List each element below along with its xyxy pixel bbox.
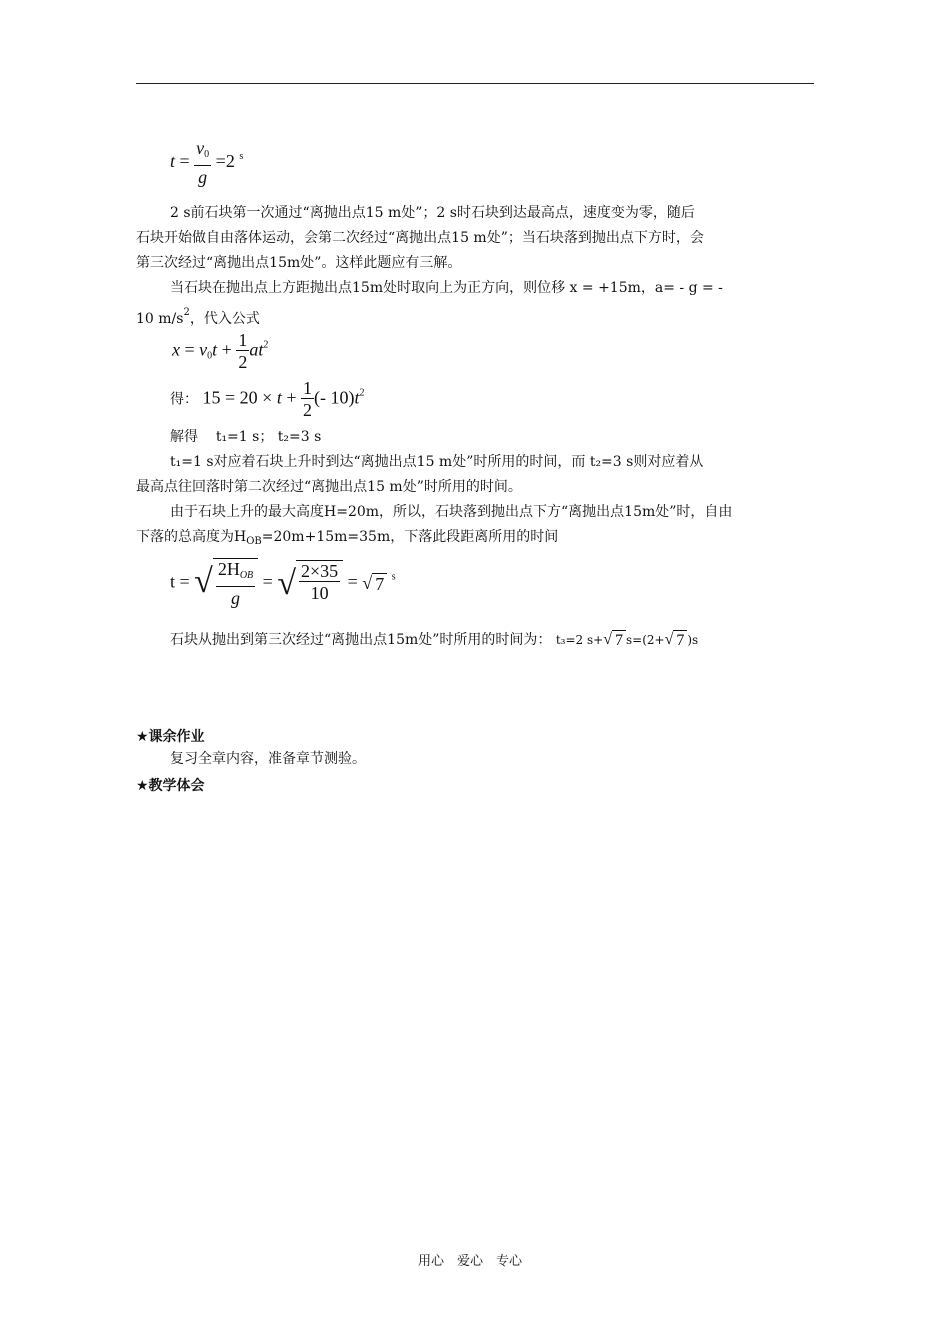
paragraph-line: 由于石块上升的最大高度H=20m，所以，石块落到抛出点下方“离抛出点15m处”时，自由 [170, 504, 733, 520]
paragraph-line: 石块开始做自由落体运动，会第二次经过“离抛出点15 m处”；当石块落到抛出点下方时，会 [136, 230, 704, 246]
equation-substituted: 得： 15 = 20 × t + $\frac{1}{2}$ (- $10)t^2$ [170, 378, 365, 420]
section-heading-reflection: ★教学体会 [136, 778, 205, 794]
paragraph-line: t₁=1 s对应着石块上升时到达“离抛出点15 m处”时所用的时间，而 t₂=3 s则对应着从 [170, 454, 704, 470]
paragraph-line: 石块从抛出到第三次经过“离抛出点15m处”时所用的时间为： t₃=2 s+ √ 7 s=(2+ √ 7 )s [170, 631, 699, 649]
paragraph-line: 下落的总高度为$H_{OB}=20m+15m=35m$，下落此段距离所用的时间 [136, 529, 559, 547]
solution-line: 解得 t₁=1 s； t₂=3 s [170, 429, 322, 445]
paragraph-line: 当石块在抛出点上方距抛出点15m处时取向上为正方向，则位移 x = +15m，a= - g = - [170, 280, 723, 296]
equation-displacement: $x = v_0t$ + $\frac{1}{2}$ $at^2$ [172, 330, 269, 372]
paragraph-line: 最高点往回落时第二次经过“离抛出点15 m处”时所用的时间。 [136, 479, 522, 495]
header-rule [136, 83, 814, 84]
paragraph-line: 第三次经过“离抛出点15m处”。这样此题应有三解。 [136, 255, 462, 271]
homework-body: 复习全章内容，准备章节测验。 [170, 751, 366, 767]
equation-time-to-top: t = $\frac{v_0}{g}$ =2 $^s$ [170, 138, 244, 187]
page-footer: 用心 爱心 专心 [418, 1254, 523, 1269]
paragraph-line: 2 s前石块第一次通过“离抛出点15 m处”；2 s时石块到达最高点，速度变为零，随后 [170, 205, 695, 221]
equation-fall-time: t = √ $\frac{2H_{OB}}{g}$ = √ $\frac{2\times 35}{10}$ = √ 7 $^s$ [170, 559, 396, 608]
section-heading-homework: ★课余作业 [136, 729, 205, 745]
paragraph-line: 10 $m/s^2$，代入公式 [136, 307, 260, 327]
